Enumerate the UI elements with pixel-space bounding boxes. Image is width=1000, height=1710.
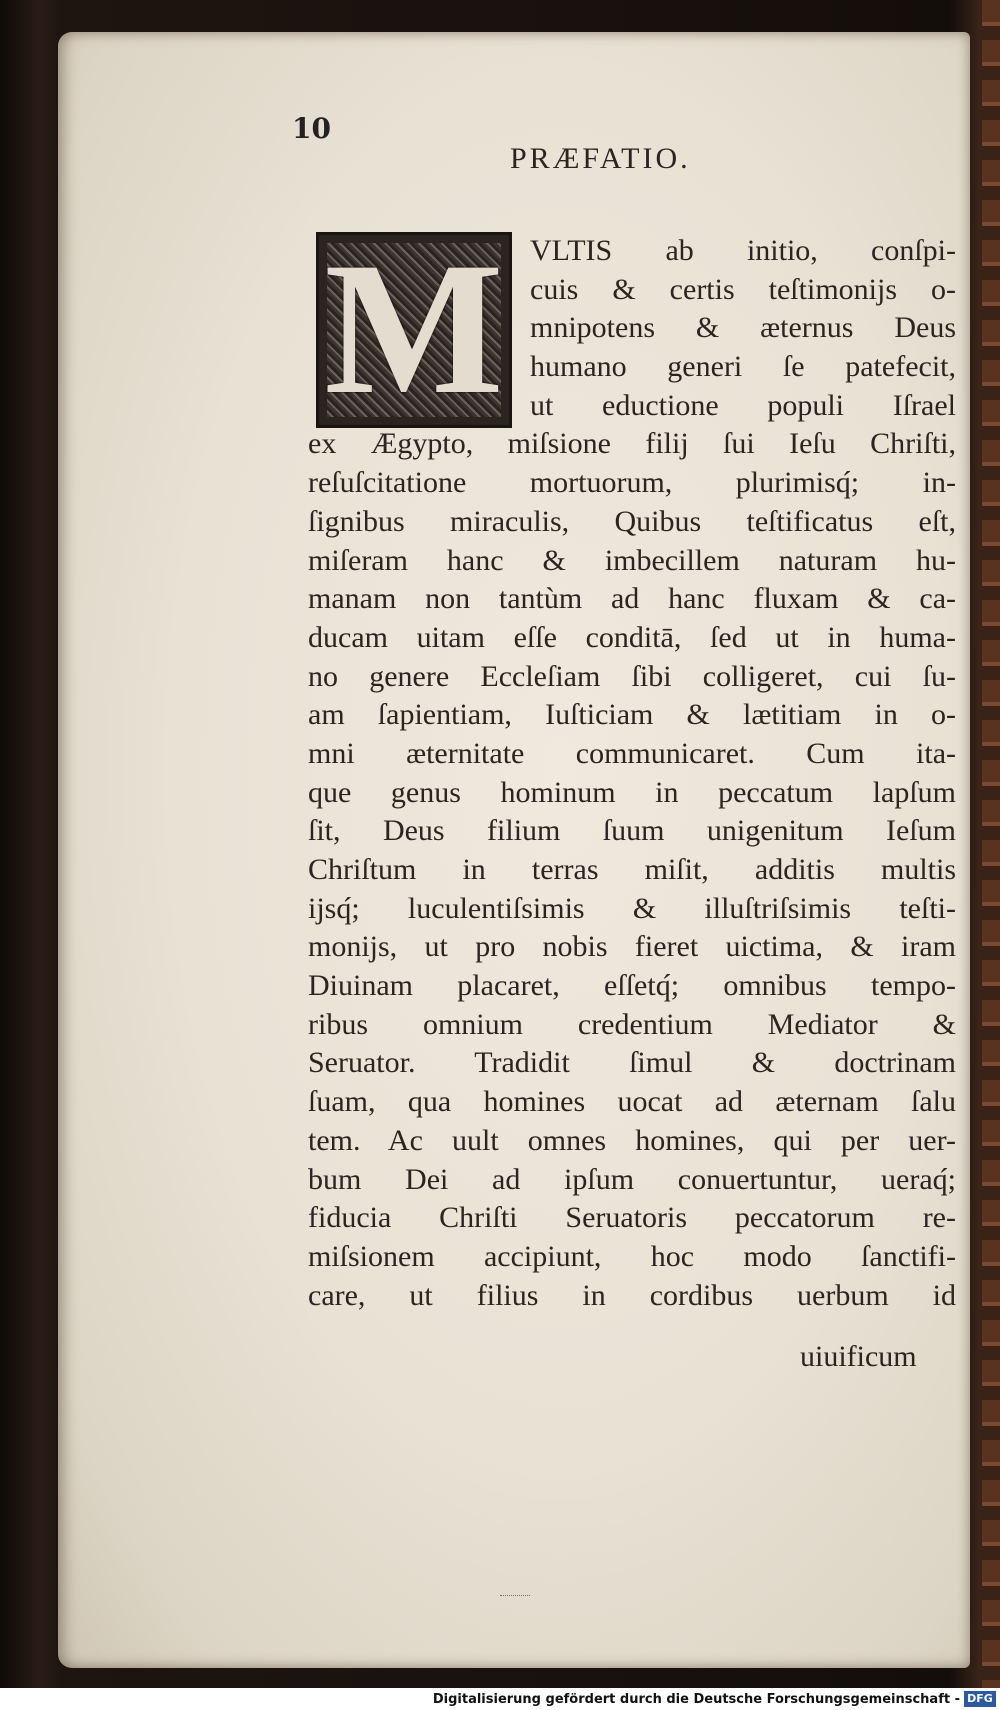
text-line: ſit, Deus filium ſuum unigenitum Ieſum <box>308 814 956 848</box>
footer-text: Digitalisierung gefördert durch die Deutsche Forschungsgemeinschaft - <box>432 1692 960 1707</box>
text-line: care, ut filius in cordibus uerbum id <box>308 1278 956 1312</box>
text-line: bum Dei ad ipſum conuertuntur, ueraq́; <box>308 1162 956 1196</box>
text-line: cuis & certis teſtimonijs o- <box>530 272 956 306</box>
text-line: Chriſtum in terras miſit, additis multis <box>308 853 956 886</box>
text-line: no genere Eccleſiam ſibi colligeret, cui ſu- <box>308 659 956 693</box>
text-line: ex Ægypto, miſsione filij ſui Ieſu Chriſti, <box>308 427 956 461</box>
book-edge <box>982 0 1000 1690</box>
text-line: reſuſcitatione mortuorum, plurimisq́; in- <box>308 466 956 500</box>
page-number: 10 <box>292 112 331 145</box>
page-mark <box>500 1595 530 1606</box>
body-text <box>308 232 956 1315</box>
text-line: mni æternitate communicaret. Cum ita- <box>308 736 956 770</box>
text-line: ſuam, qua homines uocat ad æternam ſalu <box>308 1085 956 1119</box>
text-line: manam non tantùm ad hanc fluxam & ca- <box>308 582 956 616</box>
text-line: humano generi ſe patefecit, <box>530 350 956 384</box>
text-line: Seruator. Tradidit ſimul & doctrinam <box>308 1046 956 1080</box>
dfg-logo: DFG <box>964 1691 996 1707</box>
text-line: ſignibus miraculis, Quibus teſtificatus eſt, <box>308 504 956 538</box>
text-line: ut eductione populi Iſrael <box>530 388 956 422</box>
text-line: Diuinam placaret, eſſetq́; omnibus tempo- <box>308 969 956 1003</box>
text-line: ribus omnium credentium Mediator & <box>308 1007 956 1041</box>
text-line: miſsionem accipiunt, hoc modo ſanctifi- <box>308 1239 956 1273</box>
initial-letter: M <box>324 224 504 434</box>
text-line: miſeram hanc & imbecillem naturam hu- <box>308 543 956 577</box>
text-line: fiducia Chriſti Seruatoris peccatorum re- <box>308 1201 956 1235</box>
footer-bar <box>0 1688 1000 1710</box>
running-head: PRÆFATIO. <box>510 142 691 175</box>
text-line: mnipotens & æternus Deus <box>530 311 956 345</box>
text-line: ducam uitam eſſe conditā, ſed ut in huma- <box>308 620 956 654</box>
catchword: uiuificum <box>800 1340 917 1373</box>
text-line: que genus hominum in peccatum lapſum <box>308 775 956 809</box>
text-line: VLTIS ab initio, conſpi- <box>530 234 956 267</box>
text-line: ijsq́; luculentiſsimis & illuſtriſsimis teſti- <box>308 891 956 925</box>
text-line: am ſapientiam, Iuſticiam & lætitiam in o- <box>308 698 956 732</box>
text-line: monijs, ut pro nobis fieret uictima, & iram <box>308 930 956 964</box>
text-line: tem. Ac uult omnes homines, qui per uer- <box>308 1123 956 1157</box>
